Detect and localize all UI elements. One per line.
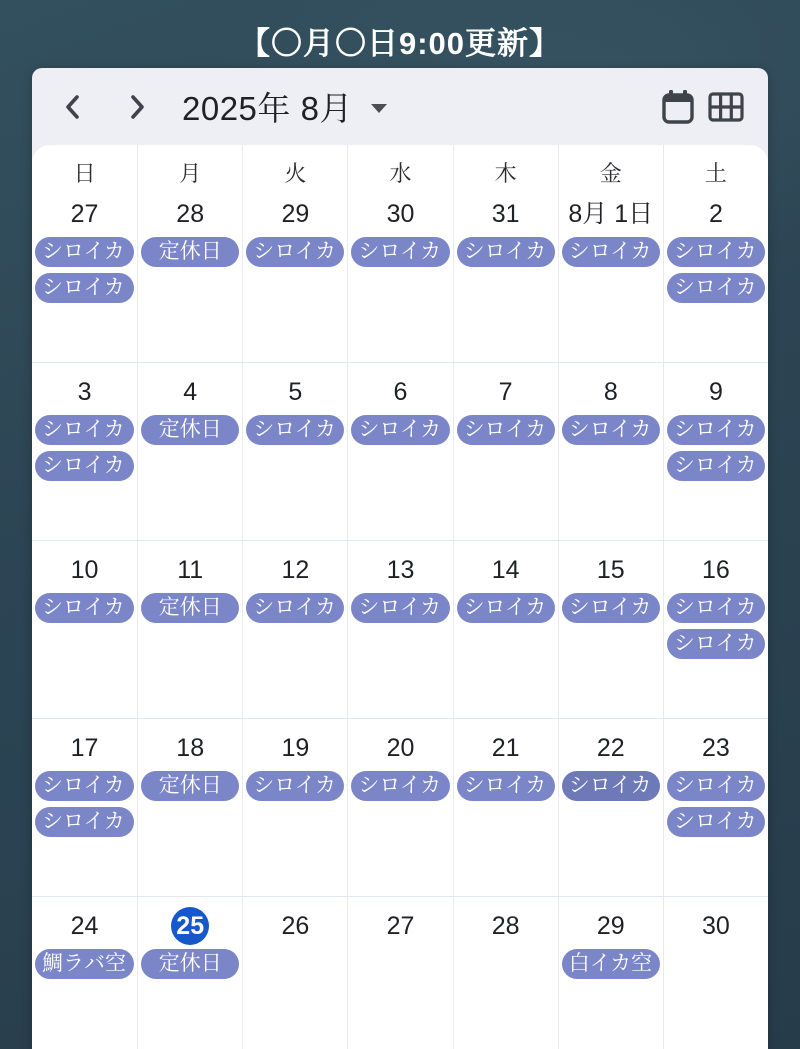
date-label: 17: [70, 734, 99, 762]
weekday-cell: [347, 145, 452, 185]
day-cell[interactable]: [242, 363, 347, 540]
events-list: [32, 411, 137, 481]
weekday-label: 日: [73, 161, 96, 185]
events-list: [559, 411, 663, 445]
events-list: [32, 589, 137, 623]
events-list: [32, 767, 137, 837]
day-cell[interactable]: [32, 541, 137, 718]
event-pill[interactable]: シロイカ: [351, 415, 449, 445]
events-list: [243, 233, 347, 267]
day-cell[interactable]: [453, 719, 558, 896]
events-list: [138, 233, 242, 267]
events-list: [559, 589, 663, 623]
event-pill[interactable]: 定休日: [141, 949, 239, 979]
day-cell[interactable]: [137, 541, 242, 718]
grid-view-button[interactable]: [706, 87, 746, 127]
event-pill[interactable]: シロイカ: [667, 629, 765, 659]
day-cell[interactable]: [137, 897, 242, 1049]
date-label: 3: [77, 378, 92, 406]
weekday-label: 火: [284, 161, 307, 185]
day-cell[interactable]: [137, 363, 242, 540]
day-cell[interactable]: [242, 897, 347, 1049]
month-selector[interactable]: [182, 83, 387, 130]
date-label: 4: [183, 378, 198, 406]
chevron-down-icon: [371, 104, 387, 113]
date-label: 30: [702, 912, 730, 940]
day-cell[interactable]: [242, 185, 347, 362]
events-list: [348, 945, 452, 949]
weekday-header-row: [32, 145, 768, 185]
week-row: [32, 718, 768, 896]
event-pill[interactable]: シロイカ: [35, 273, 134, 303]
events-list: [664, 233, 768, 303]
event-pill[interactable]: シロイカ: [246, 771, 344, 801]
date-label-today: 25: [171, 907, 209, 945]
event-pill[interactable]: シロイカ: [246, 415, 344, 445]
event-pill[interactable]: シロイカ: [35, 771, 134, 801]
calendar-card: [32, 68, 768, 1049]
day-cell[interactable]: [32, 897, 137, 1049]
month-label: 2025年 8月: [182, 90, 353, 127]
day-cell[interactable]: [663, 897, 768, 1049]
events-list: [559, 767, 663, 801]
event-pill[interactable]: シロイカ: [35, 415, 134, 445]
date-label: 10: [70, 556, 99, 584]
day-cell[interactable]: [453, 185, 558, 362]
event-pill[interactable]: 白イカ空: [562, 949, 660, 979]
day-cell[interactable]: [663, 719, 768, 896]
month-grid: [32, 145, 768, 1049]
day-cell[interactable]: [453, 363, 558, 540]
date-label: 26: [281, 912, 310, 940]
events-list: [138, 411, 242, 445]
calendar-toolbar: [32, 68, 768, 145]
events-list: [454, 411, 558, 445]
weekday-cell: [242, 145, 347, 185]
date-label: 12: [281, 556, 310, 584]
event-pill[interactable]: 鯛ラバ空: [35, 949, 134, 979]
date-label: 22: [596, 734, 625, 762]
event-pill[interactable]: シロイカ: [35, 237, 134, 267]
day-cell[interactable]: [137, 185, 242, 362]
prev-month-button[interactable]: [56, 90, 90, 124]
day-cell[interactable]: [453, 541, 558, 718]
day-cell[interactable]: [347, 363, 452, 540]
event-pill[interactable]: シロイカ: [246, 237, 344, 267]
event-pill[interactable]: 定休日: [141, 237, 239, 267]
day-cell[interactable]: [558, 719, 663, 896]
day-cell[interactable]: [242, 719, 347, 896]
day-cell[interactable]: [242, 541, 347, 718]
day-cell[interactable]: [32, 363, 137, 540]
date-label: 24: [70, 912, 99, 940]
day-cell[interactable]: [347, 897, 452, 1049]
events-list: [348, 589, 452, 623]
event-pill[interactable]: シロイカ: [667, 237, 765, 267]
event-pill[interactable]: シロイカ: [562, 771, 660, 801]
event-pill[interactable]: 定休日: [141, 415, 239, 445]
date-label: 14: [491, 556, 520, 584]
events-list: [348, 767, 452, 801]
event-pill[interactable]: シロイカ: [667, 415, 765, 445]
day-cell[interactable]: [347, 541, 452, 718]
date-label: 6: [393, 378, 408, 406]
day-cell[interactable]: [347, 719, 452, 896]
event-pill[interactable]: シロイカ: [351, 237, 449, 267]
events-list: [32, 945, 137, 979]
weekday-cell: [558, 145, 663, 185]
week-row: [32, 896, 768, 1049]
date-label: 28: [176, 200, 205, 228]
events-list: [243, 411, 347, 445]
events-list: [243, 589, 347, 623]
events-list: [454, 589, 558, 623]
day-cell[interactable]: [32, 719, 137, 896]
weekday-cell: [137, 145, 242, 185]
date-label: 7: [498, 378, 513, 406]
weeks-container: [32, 185, 768, 1049]
chevron-right-icon: [126, 94, 148, 120]
events-list: [454, 945, 558, 949]
date-label: 23: [702, 734, 730, 762]
day-cell[interactable]: [558, 363, 663, 540]
events-list: [243, 767, 347, 801]
event-pill[interactable]: シロイカ: [562, 593, 660, 623]
day-cell[interactable]: [663, 363, 768, 540]
date-label: 27: [70, 200, 99, 228]
events-list: [138, 767, 242, 801]
date-label: 5: [288, 378, 303, 406]
day-cell[interactable]: [347, 185, 452, 362]
weekday-cell: [453, 145, 558, 185]
events-list: [664, 945, 768, 949]
date-label: 8: [603, 378, 618, 406]
date-label: 28: [491, 912, 520, 940]
weekday-cell: [32, 145, 137, 185]
date-label: 9: [708, 378, 723, 406]
events-list: [454, 233, 558, 267]
event-pill[interactable]: シロイカ: [457, 237, 555, 267]
date-label: 31: [491, 200, 520, 228]
date-label: 21: [491, 734, 520, 762]
event-pill[interactable]: シロイカ: [35, 807, 134, 837]
event-pill[interactable]: 定休日: [141, 771, 239, 801]
weekday-label: 水: [389, 161, 412, 185]
weekday-label: 金: [599, 161, 622, 185]
day-cell[interactable]: [453, 897, 558, 1049]
day-cell[interactable]: [137, 719, 242, 896]
date-label: 19: [281, 734, 310, 762]
events-list: [664, 589, 768, 659]
events-list: [32, 233, 137, 303]
weekday-cell: [663, 145, 768, 185]
page-title: 【〇月〇日9:00更新】: [238, 26, 562, 61]
day-cell[interactable]: [663, 185, 768, 362]
day-cell[interactable]: [32, 185, 137, 362]
event-pill[interactable]: シロイカ: [351, 771, 449, 801]
day-cell[interactable]: [558, 897, 663, 1049]
event-pill[interactable]: シロイカ: [457, 593, 555, 623]
date-label: 15: [596, 556, 625, 584]
event-pill[interactable]: シロイカ: [35, 593, 134, 623]
date-label: 27: [386, 912, 415, 940]
chevron-left-icon: [62, 94, 84, 120]
week-row: [32, 540, 768, 718]
event-pill[interactable]: シロイカ: [457, 415, 555, 445]
events-list: [559, 233, 663, 267]
event-pill[interactable]: シロイカ: [667, 451, 765, 481]
grid-icon: [708, 92, 744, 122]
event-pill[interactable]: シロイカ: [667, 593, 765, 623]
events-list: [243, 945, 347, 949]
next-month-button[interactable]: [120, 90, 154, 124]
week-row: [32, 185, 768, 362]
event-pill[interactable]: シロイカ: [457, 771, 555, 801]
events-list: [559, 945, 663, 979]
day-cell[interactable]: [663, 541, 768, 718]
event-pill[interactable]: シロイカ: [562, 237, 660, 267]
date-label: 29: [281, 200, 310, 228]
weekday-label: 木: [494, 161, 517, 185]
weekday-label: 月: [179, 161, 202, 185]
events-list: [348, 233, 452, 267]
event-pill[interactable]: シロイカ: [562, 415, 660, 445]
event-pill[interactable]: シロイカ: [246, 593, 344, 623]
events-list: [664, 767, 768, 837]
week-row: [32, 362, 768, 540]
date-label: 29: [596, 912, 625, 940]
date-label: 18: [176, 734, 205, 762]
events-list: [454, 767, 558, 801]
date-label: 16: [702, 556, 730, 584]
calendar-view-button[interactable]: [658, 87, 698, 127]
events-list: [664, 411, 768, 481]
date-label: 30: [386, 200, 415, 228]
event-pill[interactable]: シロイカ: [35, 451, 134, 481]
weekday-label: 土: [704, 161, 727, 185]
day-cell[interactable]: [558, 541, 663, 718]
calendar-icon: [661, 88, 695, 126]
date-label: 8月 1日: [568, 200, 654, 228]
day-cell[interactable]: [558, 185, 663, 362]
events-list: [348, 411, 452, 445]
event-pill[interactable]: シロイカ: [667, 273, 765, 303]
events-list: [138, 945, 242, 979]
events-list: [138, 589, 242, 623]
date-label: 20: [386, 734, 415, 762]
event-pill[interactable]: シロイカ: [667, 771, 765, 801]
event-pill[interactable]: シロイカ: [667, 807, 765, 837]
date-label: 2: [708, 200, 723, 228]
date-label: 13: [386, 556, 415, 584]
date-label: 11: [177, 556, 204, 584]
event-pill[interactable]: シロイカ: [351, 593, 449, 623]
event-pill[interactable]: 定休日: [141, 593, 239, 623]
